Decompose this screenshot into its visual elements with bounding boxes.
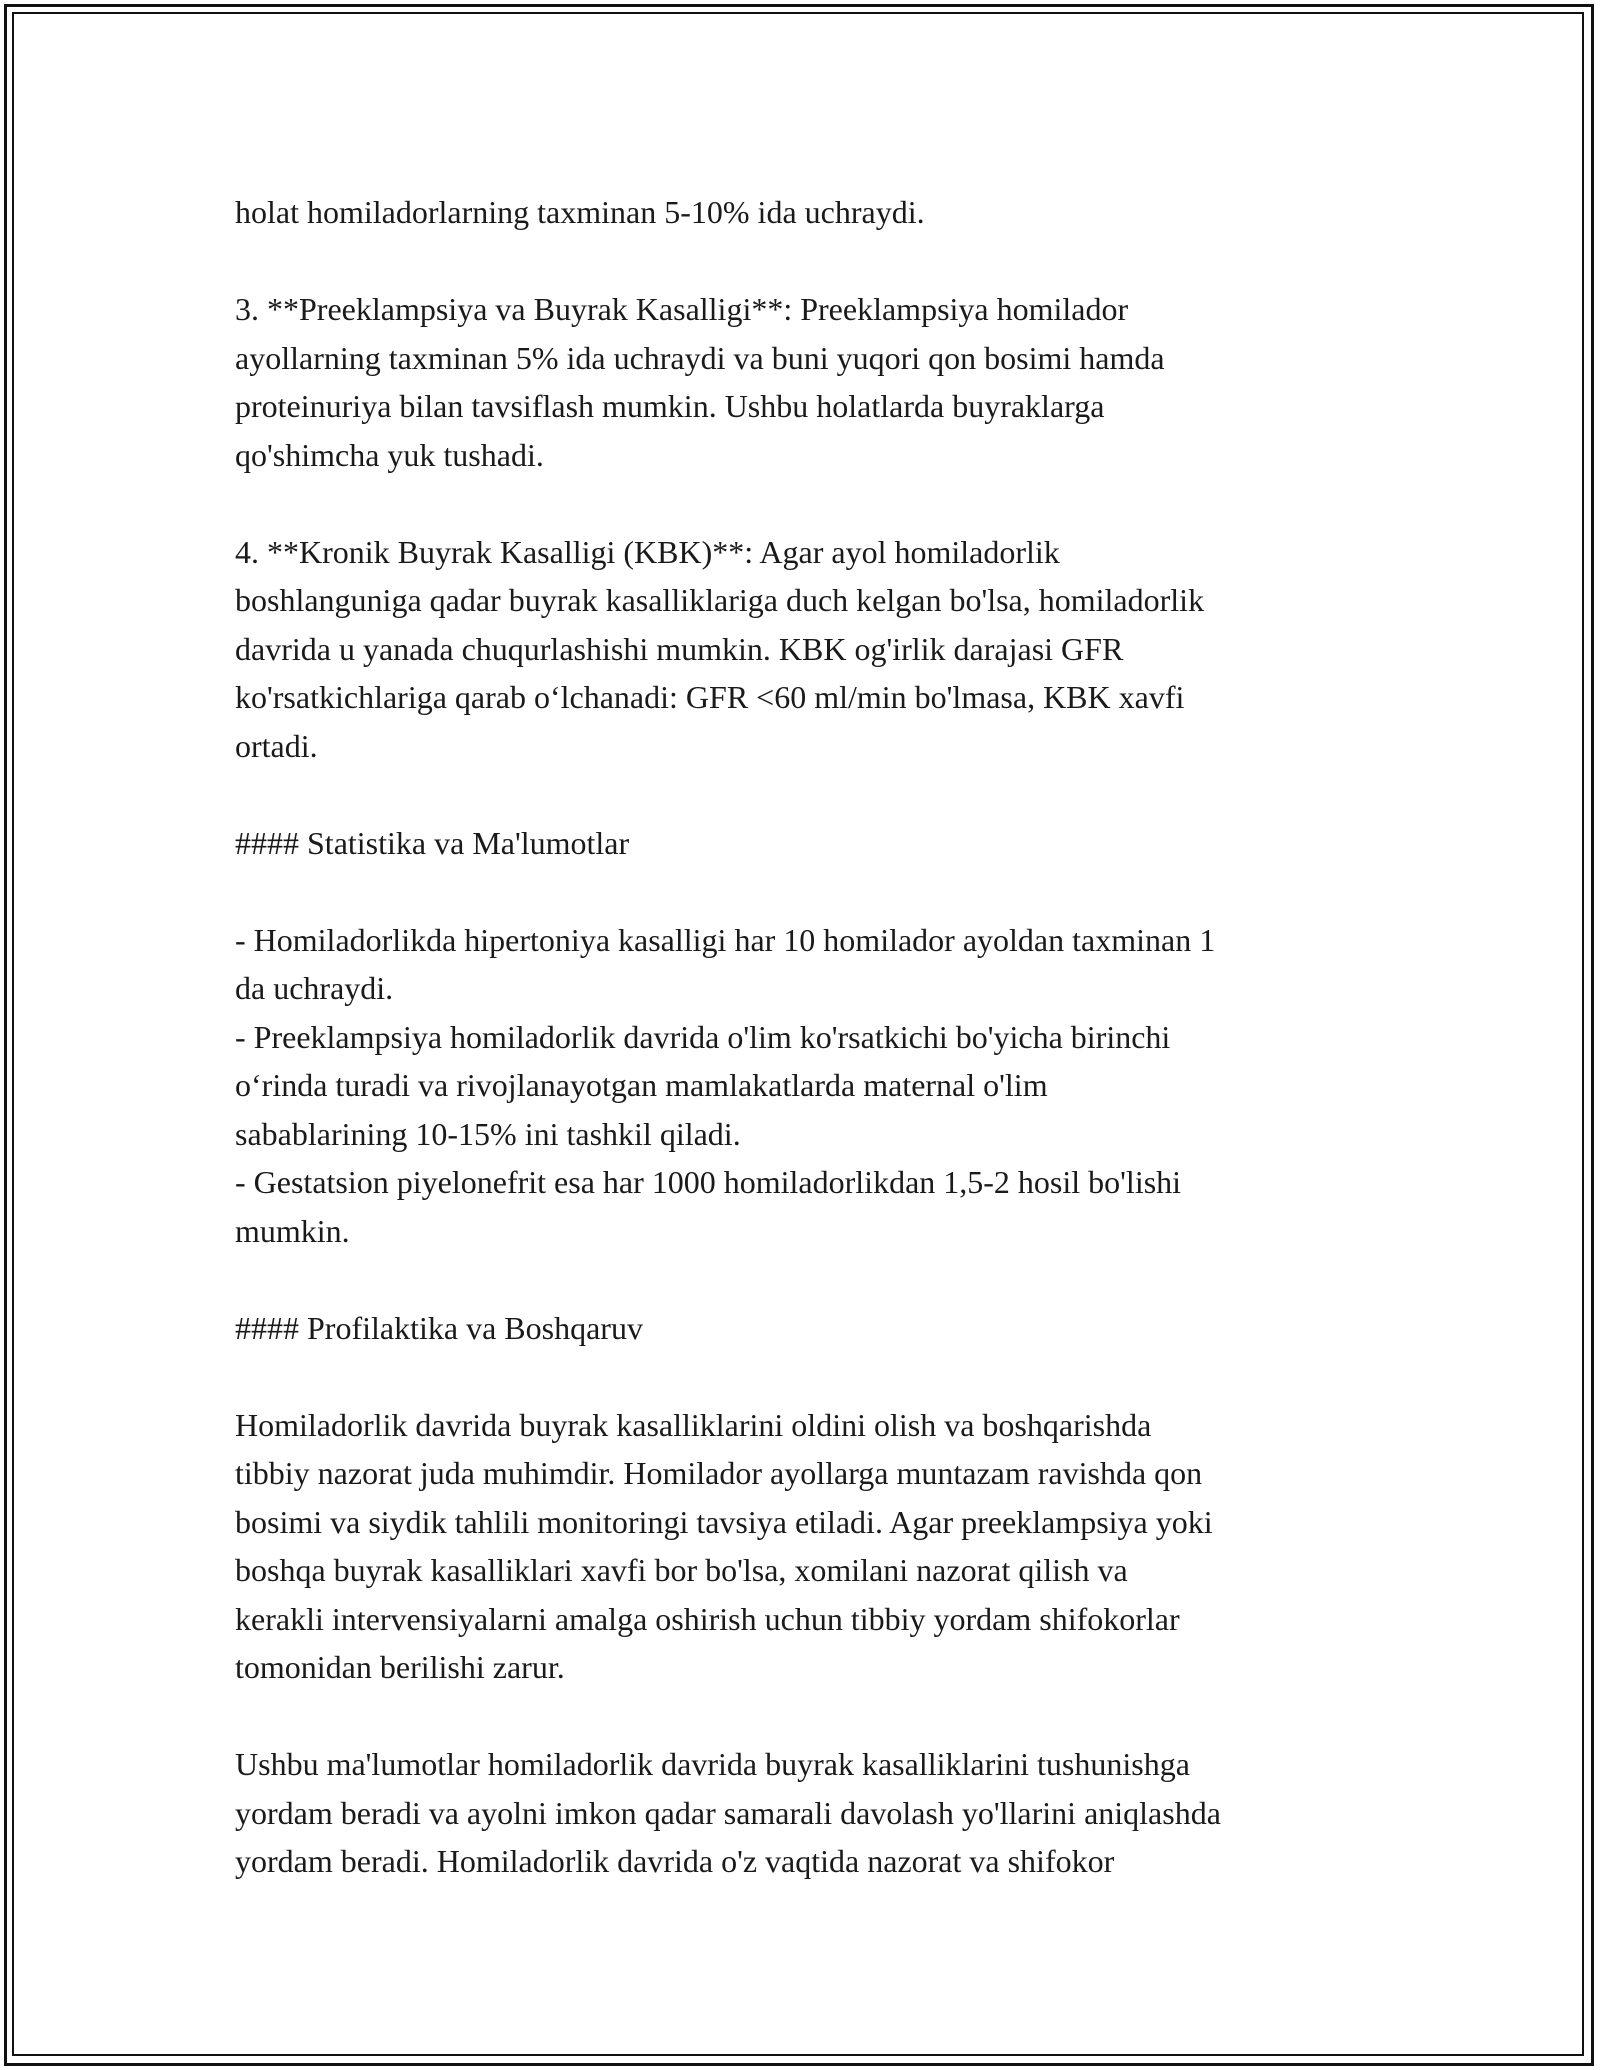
text-line: 3. **Preeklampsiya va Buyrak Kasalligi**: Preeklampsiya homilador: [235, 291, 1129, 327]
text-line: - Gestatsion piyelonefrit esa har 1000 homiladorlikdan 1,5-2 hosil bo'lishi: [235, 1164, 1182, 1200]
text-line: davrida u yanada chuqurlashishi mumkin. KBK og'irlik darajasi GFR: [235, 630, 1124, 667]
paragraph-intro-continuation: [235, 188, 1395, 237]
paragraph-chronic-kidney-disease: [235, 528, 1395, 771]
text-line: kerakli intervensiyalarni amalga oshirish uchun tibbiy yordam shifokorlar: [235, 1600, 1180, 1637]
text-line: holat homiladorlarning taxminan 5-10% ida uchraydi.: [235, 194, 925, 230]
text-line: #### Profilaktika va Boshqaruv: [235, 1309, 643, 1346]
text-line: proteinuriya bilan tavsiflash mumkin. Ushbu holatlarda buyraklarga: [235, 388, 1105, 424]
text-line: yordam beradi. Homiladorlik davrida o'z vaqtida nazorat va shifokor: [235, 1843, 1115, 1879]
text-line: da uchraydi.: [235, 970, 394, 1006]
text-line: 4. **Kronik Buyrak Kasalligi (KBK)**: Agar ayol homiladorlik: [235, 533, 1060, 570]
text-line: boshlanguniga qadar buyrak kasalliklariga duch kelgan bo'lsa, homiladorlik: [235, 582, 1205, 618]
paragraph-conclusion: [235, 1740, 1395, 1886]
heading-statistics: [235, 819, 1395, 868]
text-line: mumkin.: [235, 1212, 350, 1249]
text-line: - Preeklampsiya homiladorlik davrida o'lim ko'rsatkichi bo'yicha birinchi: [235, 1018, 1171, 1055]
heading-prevention: [235, 1304, 1395, 1353]
text-line: ayollarning taxminan 5% ida uchraydi va buni yuqori qon bosimi hamda: [235, 339, 1165, 376]
text-line: o‘rinda turadi va rivojlanayotgan mamlakatlarda maternal o'lim: [235, 1067, 1048, 1103]
paragraph-preeclampsia: [235, 285, 1395, 479]
text-line: yordam beradi va ayolni imkon qadar samarali davolash yo'llarini aniqlashda: [235, 1794, 1221, 1831]
text-line: - Homiladorlikda hipertoniya kasalligi har 10 homilador ayoldan taxminan 1: [235, 921, 1216, 958]
paragraph-prevention: [235, 1401, 1395, 1692]
paragraph-statistics-list: [235, 916, 1395, 1256]
text-line: Ushbu ma'lumotlar homiladorlik davrida buyrak kasalliklarini tushunishga: [235, 1746, 1190, 1782]
text-line: sabablarining 10-15% ini tashkil qiladi.: [235, 1115, 741, 1152]
document-body: [235, 188, 1395, 1886]
text-line: #### Statistika va Ma'lumotlar: [235, 824, 630, 861]
text-line: boshqa buyrak kasalliklari xavfi bor bo'lsa, xomilani nazorat qilish va: [235, 1552, 1128, 1588]
text-line: Homiladorlik davrida buyrak kasalliklarini oldini olish va boshqarishda: [235, 1406, 1152, 1443]
text-line: qo'shimcha yuk tushadi.: [235, 436, 544, 473]
text-line: ko'rsatkichlariga qarab o‘lchanadi: GFR <60 ml/min bo'lmasa, KBK xavfi: [235, 679, 1185, 715]
text-line: tomonidan berilishi zarur.: [235, 1649, 565, 1685]
text-line: tibbiy nazorat juda muhimdir. Homilador ayollarga muntazam ravishda qon: [235, 1455, 1203, 1491]
text-line: ortadi.: [235, 727, 318, 764]
text-line: bosimi va siydik tahlili monitoringi tavsiya etiladi. Agar preeklampsiya yoki: [235, 1503, 1213, 1540]
